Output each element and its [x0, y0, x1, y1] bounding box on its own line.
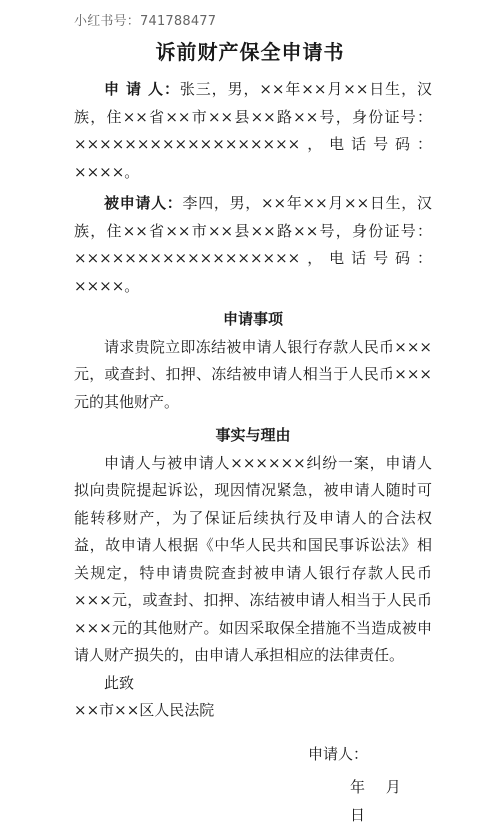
date-line: 年 月 日 [350, 778, 401, 824]
respondent-text: 李四，男，××年××月××日生，汉族，住××省××市××县××路××号，身份证号：××××××××××××××××××，电话号码：××××。 [74, 194, 432, 295]
applicant-label: 申 请 人： [104, 80, 180, 98]
request-heading: 申请事项 [222, 310, 283, 328]
applicant-text: 张三，男，××年××月××日生，汉族，住××省××市××县××路××号，身份证号：××××××××××××××××××，电话号码：××××。 [74, 80, 432, 181]
document-title: 诉前财产保全申请书 [155, 40, 345, 64]
signature-line: 申请人： [308, 744, 369, 763]
watermark: 小红书号：741788477 [74, 14, 217, 29]
respondent-label: 被申请人： [104, 194, 183, 212]
request-body: 请求贵院立即冻结被申请人银行存款人民币×××元，或查封、扣押、冻结被申请人相当于人民币×××元的其他财产。 [74, 337, 432, 411]
applicant-paragraph [74, 76, 432, 186]
salutation: 此致 [104, 673, 135, 692]
facts-heading: 事实与理由 [215, 426, 291, 444]
respondent-paragraph [74, 190, 432, 300]
document-body [74, 76, 432, 829]
court-name: ××市××区人民法院 [74, 701, 215, 719]
facts-body: 申请人与被申请人××××××纠纷一案，申请人拟向贵院提起诉讼，现因情况紧急，被申请人随时可能转移财产，为了保证后续执行及申请人的合法权益，故申请人根据《中华人民共和国民事诉讼法》相关规定，特申请贵院查封被申请人银行存款人民币×××元，或查封、扣押、冻结被申请人相当于人民币×××元的其他财产。如因采取保全措施不当造成被申请人财产损失的，由申请人承担相应的法律责任。 [74, 453, 432, 664]
